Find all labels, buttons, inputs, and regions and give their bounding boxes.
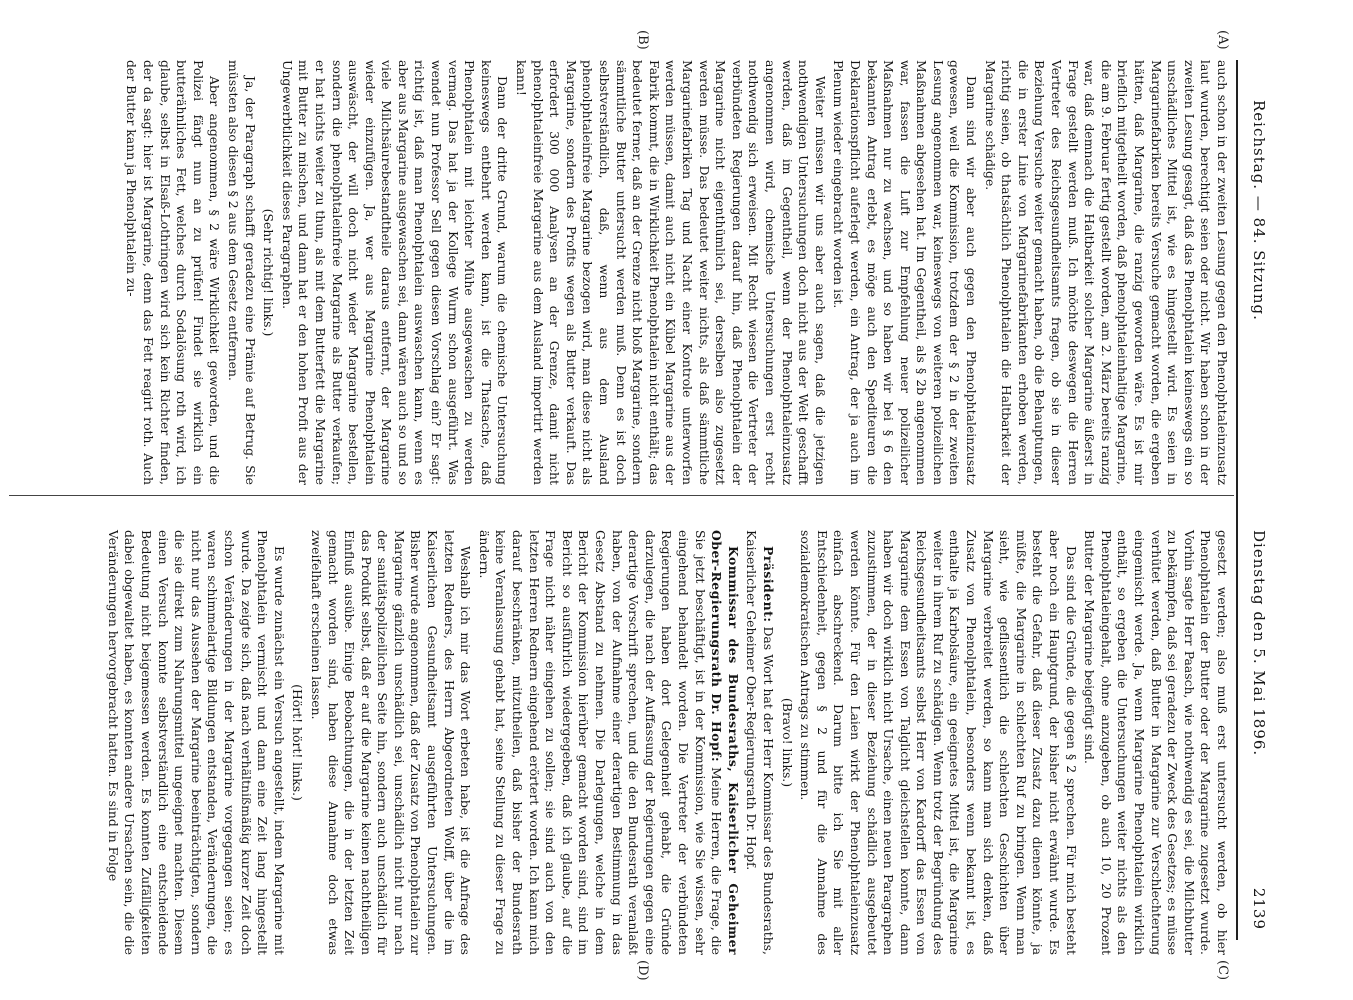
interjection: (Hört! hört! links.) (290, 684, 306, 801)
page-number: 2139 (1250, 887, 1268, 930)
paragraph: Ja, der Paragraph schafft geradezu eine Prämie auf Betrug. Sie müssten also diesen § 2 aus dem Gesetz entfernen. (225, 60, 258, 485)
paragraph: Dann der dritte Grund, warum die chemische Untersuchung keineswegs entbehrt werden kann, ist die Thatsache, daß Phenolphtalein mit leichter Mühe ausgewaschen zu werden vermag. Das hat ja der Kollege Wurm schon ausgeführt. Was wendet nun Professor Sell gegen diesen Vorschlag ein? Er sagt: richtig ist, daß man Phenolphtalein auswaschen kann, wenn es aber aus Margarine ausgewaschen sei, dann wären auch so und so viele Milchsäurebestandtheile daraus entfernt, der Margarine wieder einzufügen. Ja, wer aus Margarine Phenolphtalein auswäscht, der will doch nicht wieder Margarine bestellen, sondern die phenolphtaleinfreie Margarine als Butter verkaufen; er hat nichts weiter zu thun, als mit dem Butterfett die Margarine mit Butter zu mischen, und dann hat er den hohen Profit aus der Ungewerbtlichkeit dieses Paragraphen. (279, 60, 511, 485)
paragraph (743, 530, 776, 955)
left-column (121, 60, 1230, 485)
speech-text: Meine Herren, die Frage, die Sie jetzt beschäftigt, ist in der Kommission, wie Sie wissen, sehr eingehend behandelt worden. Die Vertreter der verbündeten Regierungen haben dort Gelegenheit gehabt, die Gründe darzulegen, die nach der Auffassung der Regierungen gegen eine derartige Vorschrift sprechen, und die den Bundesrath veranlaßt haben, von der Aufnahme einer derartigen Bestimmung in das Gesetz Abstand zu nehmen. Die Darlegungen, welche in dem Bericht der Kommission hierüber gemacht worden sind, sind im Bericht so ausführlich wiedergegeben, daß ich glaube, auf die Frage nicht näher eingehen zu sollen; sie sind auch von den letzten Herren Rednern eingehend erörtert worden. Ich kann mich darauf beschränken, mitzutheilen, daß bisher der Bundesrath keine Veranlassung gehabt hat, seine Stellung zu dieser Frage zu ändern. (476, 530, 725, 955)
paragraph: auch schon in der zweiten Lesung gegen den Phenolphtaleinzusatz laut wurden, berechtigt seien oder nicht. Wir haben schon in der zweiten Lesung gesagt, daß das Phenolphtalein keineswegs ein so unschädliches Mittel ist, wie es hingestellt wird. Es seien in Margarinefabriken bereits Versuche gemacht worden, die ergeben hätten, daß Margarine, die ranzig geworden wäre. Es ist mir brieflich mitgetheilt worden, daß phenolphtaleinhaltige Margarine, die am 9. Februar fertig gestellt worden, am 2. März bereits ranzig war, daß demnach die Haltbarkeit solcher Margarine äußerst in Frage gestellt werden muß. Ich möchte deswegen die Herren Vertreter des Reichsgesundheitsamts fragen, ob sie in dieser Beziehung Versuche weiter gemacht haben, ob die Behauptungen, die in erster Linie von Margarinefabrikanten erhoben werden, richtig seien, ob thatsächlich Phenolphtalein die Haltbarkeit der Margarine schädige. (982, 60, 1230, 485)
header-title: Reichstag. — 84. Sitzung. (1250, 100, 1268, 321)
paragraph: Das sind die Gründe, die gegen § 2 sprechen. Für mich besteht aber noch ein Hauptgrund, der bisher nicht erwähnt wurde. Es besteht die Gefahr, daß dieser Zusatz dazu dienen könnte, ja müßte, die Margarine in schlechten Ruf zu bringen. Wenn man sieht, wie geflissentlich die schlechten Geschichten über Margarine verbreitet werden, so kann man sich denken, daß Zusatz von Phenolphtalein, besonders wenn bekannt ist, es enthalte ja Karbolsäure, ein geeignetes Mittel ist, die Margarine weiter in ihrem Ruf zu schädigen. Wenn trotz der Begründung des Reichsgesundheitsamts selbst Herr von Kardorff das Essen von Margarine dem Essen von Talglicht gleichstellen konnte, dann haben wir doch wirklich nicht Ursache, einen neuen Paragraphen zuzustimmen, der in dieser Beziehung schädlich ausgebeutet werden könnte. Für den Laien wirkt der Phenolphtaleinzusatz einfach abschreckend. Darum bitte ich Sie mit aller Entschiedenheit, gegen § 2 und für die Annahme des sozialdemokratischen Antrags zu stimmen. (798, 530, 1079, 955)
paragraph: Dann sind wir aber auch gegen den Phenolphtaleinzusatz gewesen, weil die Kommission, trotzdem der § 2 in der zweiten Lesung angenommen war, keineswegs von weiteren polizeilichen Maßnahmen abgesehen hat. Im Gegentheil, als § 2b angenommen war, fassen die Luft zur Empfehlung neuer polizeilicher Maßnahmen nur zu wachsen, und so haben wir bei § 6 den bekannten Antrag erlebt, es möge auch den Spediteuren die Deklarationspflicht auferlegt werden, ein Antrag, der ja auch im Plenum wieder eingebracht worden ist. (831, 60, 980, 485)
speaker-label: Präsident: (760, 546, 776, 623)
interjection: (Sehr richtig! links.) (261, 208, 277, 337)
margin-marker-c: (C) (1215, 960, 1230, 981)
paragraph: Es wurde zunächst ein Versuch angestellt, indem Margarine mit Phenolphtalein vermischt und dann eine Zeit lang hingestellt wurde. Da zeigte sich, daß nach verhältnißmäßig kurzer Zeit doch schon Veränderungen in der Margarine vorgegangen seien; es waren schimmelartige Bildungen entstanden, Veränderungen, die nicht nur das Aussehen der Margarine beeinträchtigten, sondern die sie direkt zum Nahrungsmittel ungeeignet machten. Diesem einen Versuch konnte selbstverständlich eine entscheidende Bedeutung nicht beigemessen werden. Es konnten Zufälligkeiten dabei obgewaltet haben, es konnten andere Ursachen sein, die die Veränderungen hervorgebracht hatten. Es sind in Folge (105, 530, 287, 955)
interjection: (Bravo! links.) (779, 697, 795, 788)
header-rule (1236, 60, 1238, 940)
paragraph: Weshalb ich mir das Wort erbeten habe, ist die Anfrage des letzten Redners, des Herrn Abgeordneten Wolff, über die im Kaiserlichen Gesundheitsamt ausgeführten Untersuchungen. Bisher wurde angenommen, daß der Zusatz von Phenolphtalein zur Margarine gänzlich unschädlich sei, unschädlich nicht nur nach der sanitätspolizeilichen Seite hin, sondern auch unschädlich für das Produkt selbst, daß er auf die Margarine keinen nachtheiligen Einfluß ausübe. Einige Beobachtungen, die in der letzten Zeit gemacht worden sind, haben diese Annahme doch etwas zweifelhaft erscheinen lassen. (308, 530, 474, 955)
paragraph: Weiter müssen wir uns aber auch sagen, daß die jetzigen nothwendigen Untersuchungen doch nicht aus der Welt geschafft werden, daß im Gegentheil, wenn der Phenolphtaleinzusatz angenommen wird, chemische Untersuchungen erst recht nothwendig sich erweisen. Mit Recht wiesen die Vertreter der verbündeten Regierungen darauf hin, daß Phenolphtalein der Margarine nicht eigenthümlich sei, derselben also zugesetzt werden müsse. Das bedeutet weiter nichts, als daß sämmtliche Margarinefabriken Tag und Nacht einer Kontrole unterworfen werden müssen, damit auch nicht ein Kübel Margarine aus der Fabrik kommt, die in Wirklichkeit Phenolphtalein nicht enthält; das bedeutet ferner, daß an der Grenze nicht bloß Margarine, sondern sämmtliche Butter untersucht werden muß. Denn es ist doch selbstverständlich, daß, wenn aus dem Ausland phenolphtaleinfreie Margarine bezogen wird, man diese nicht als Margarine, sondern des Profits wegen als Butter verkauft. Das erfordert 300 000 Analysen an der Grenze, damit nicht phenolphtaleinfreie Margarine aus dem Ausland importirt werden kann! (514, 60, 828, 485)
right-column (102, 530, 1230, 955)
margin-marker-b: (B) (635, 30, 650, 50)
column-divider (9, 495, 1234, 496)
speech-text: Das Wort hat der Herr Kommissar des Bundesraths, Kaiserlicher Geheimer Ober-Regierungsrath Dr. Hopf. (744, 530, 776, 955)
paragraph (475, 530, 741, 955)
margin-marker-a: (A) (1215, 30, 1230, 50)
page-header (1244, 0, 1268, 1000)
speaker-label: Kommissar des Bundesraths, Kaiserlicher Geheimer Ober-Regierungsrath Dr. Hopf: (709, 530, 741, 955)
paragraph: Aber angenommen, § 2 wäre Wirklichkeit geworden, und die Polizei fängt nun an zu prüfen! Findet sie wirklich ein butterähnliches Fett, welches durch Sodalösung roth wird, ich glaube, selbst in Elsaß-Lothringen wird sich kein Richter finden, der da sagt: hier ist Margarine, denn das Fett reagirt roth. Auch der Butter kann ja Phenolphtalein zu- (124, 60, 223, 485)
header-date: Dienstag den 5. Mai 1896. (1250, 530, 1268, 757)
paragraph: gesetzt werden; also muß erst untersucht werden, ob hier Phenolphtalein der Butter oder der Margarine zugesetzt wurde. Vorhin sagte Herr Paasch, wie nothwendig es sei, die Milchbutter zu bekämpfen, daß sei geradezu der Zweck des Gesetzes; es müsse verhütet werden, daß Butter in Margarine zur Verschlechterung eingemischt werde. Ja, wenn Margarine Phenolphtalein wirklich enthält, so ergeben die Untersuchungen weiter nichts als den Phenolphtaleingehalt, ohne anzugeben, ob auch 10, 20 Prozent Butter der Margarine beigefügt sind. (1082, 530, 1230, 955)
margin-marker-d: (D) (635, 960, 650, 981)
